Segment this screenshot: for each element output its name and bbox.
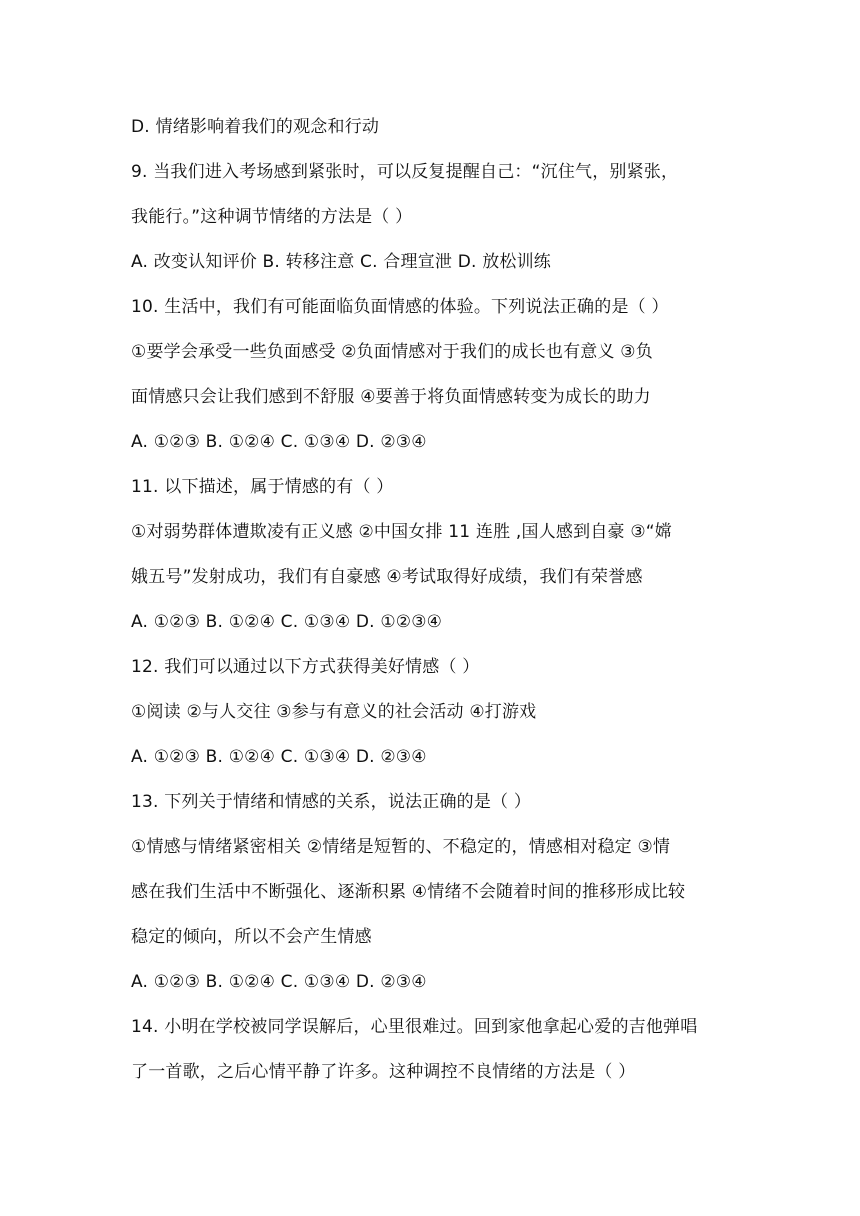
question-10-line-1: 10. 生活中，我们有可能面临负面情感的体验。下列说法正确的是（ ） <box>131 297 669 317</box>
question-10-statements-1: ①要学会承受一些负面感受 ②负面情感对于我们的成长也有意义 ③负 <box>131 342 653 362</box>
question-13-statements-1: ①情感与情绪紧密相关 ②情绪是短暂的、不稳定的，情感相对稳定 ③情 <box>131 837 671 857</box>
question-11-options: A. ①②③ B. ①②④ C. ①③④ D. ①②③④ <box>131 612 443 632</box>
question-13-statements-3: 稳定的倾向，所以不会产生情感 <box>131 927 372 947</box>
question-9-options: A. 改变认知评价 B. 转移注意 C. 合理宣泄 D. 放松训练 <box>131 252 551 272</box>
question-11-line-1: 11. 以下描述，属于情感的有（ ） <box>131 477 394 497</box>
question-14-line-2: 了一首歌，之后心情平静了许多。这种调控不良情绪的方法是（ ） <box>131 1062 636 1082</box>
question-11-statements-1: ①对弱势群体遭欺凌有正义感 ②中国女排 11 连胜 ,国人感到自豪 ③“嫦 <box>131 522 672 542</box>
question-14-line-1: 14. 小明在学校被同学误解后，心里很难过。回到家他拿起心爱的吉他弹唱 <box>131 1017 698 1037</box>
question-9-line-1: 9. 当我们进入考场感到紧张时，可以反复提醒自己：“沉住气，别紧张， <box>131 162 679 182</box>
question-13-statements-2: 感在我们生活中不断强化、逐渐积累 ④情绪不会随着时间的推移形成比较 <box>131 882 686 902</box>
question-12-line-1: 12. 我们可以通过以下方式获得美好情感（ ） <box>131 657 480 677</box>
question-10-options: A. ①②③ B. ①②④ C. ①③④ D. ②③④ <box>131 432 427 452</box>
question-11-statements-2: 娥五号”发射成功，我们有自豪感 ④考试取得好成绩，我们有荣誉感 <box>131 567 643 587</box>
option-line-q8-d: D. 情绪影响着我们的观念和行动 <box>131 117 380 137</box>
question-10-statements-2: 面情感只会让我们感到不舒服 ④要善于将负面情感转变为成长的助力 <box>131 387 651 407</box>
question-13-line-1: 13. 下列关于情绪和情感的关系，说法正确的是（ ） <box>131 792 532 812</box>
question-12-options: A. ①②③ B. ①②④ C. ①③④ D. ②③④ <box>131 747 427 767</box>
question-9-line-2: 我能行。”这种调节情绪的方法是（ ） <box>131 207 413 227</box>
question-12-statements: ①阅读 ②与人交往 ③参与有意义的社会活动 ④打游戏 <box>131 702 537 722</box>
question-13-options: A. ①②③ B. ①②④ C. ①③④ D. ②③④ <box>131 972 427 992</box>
